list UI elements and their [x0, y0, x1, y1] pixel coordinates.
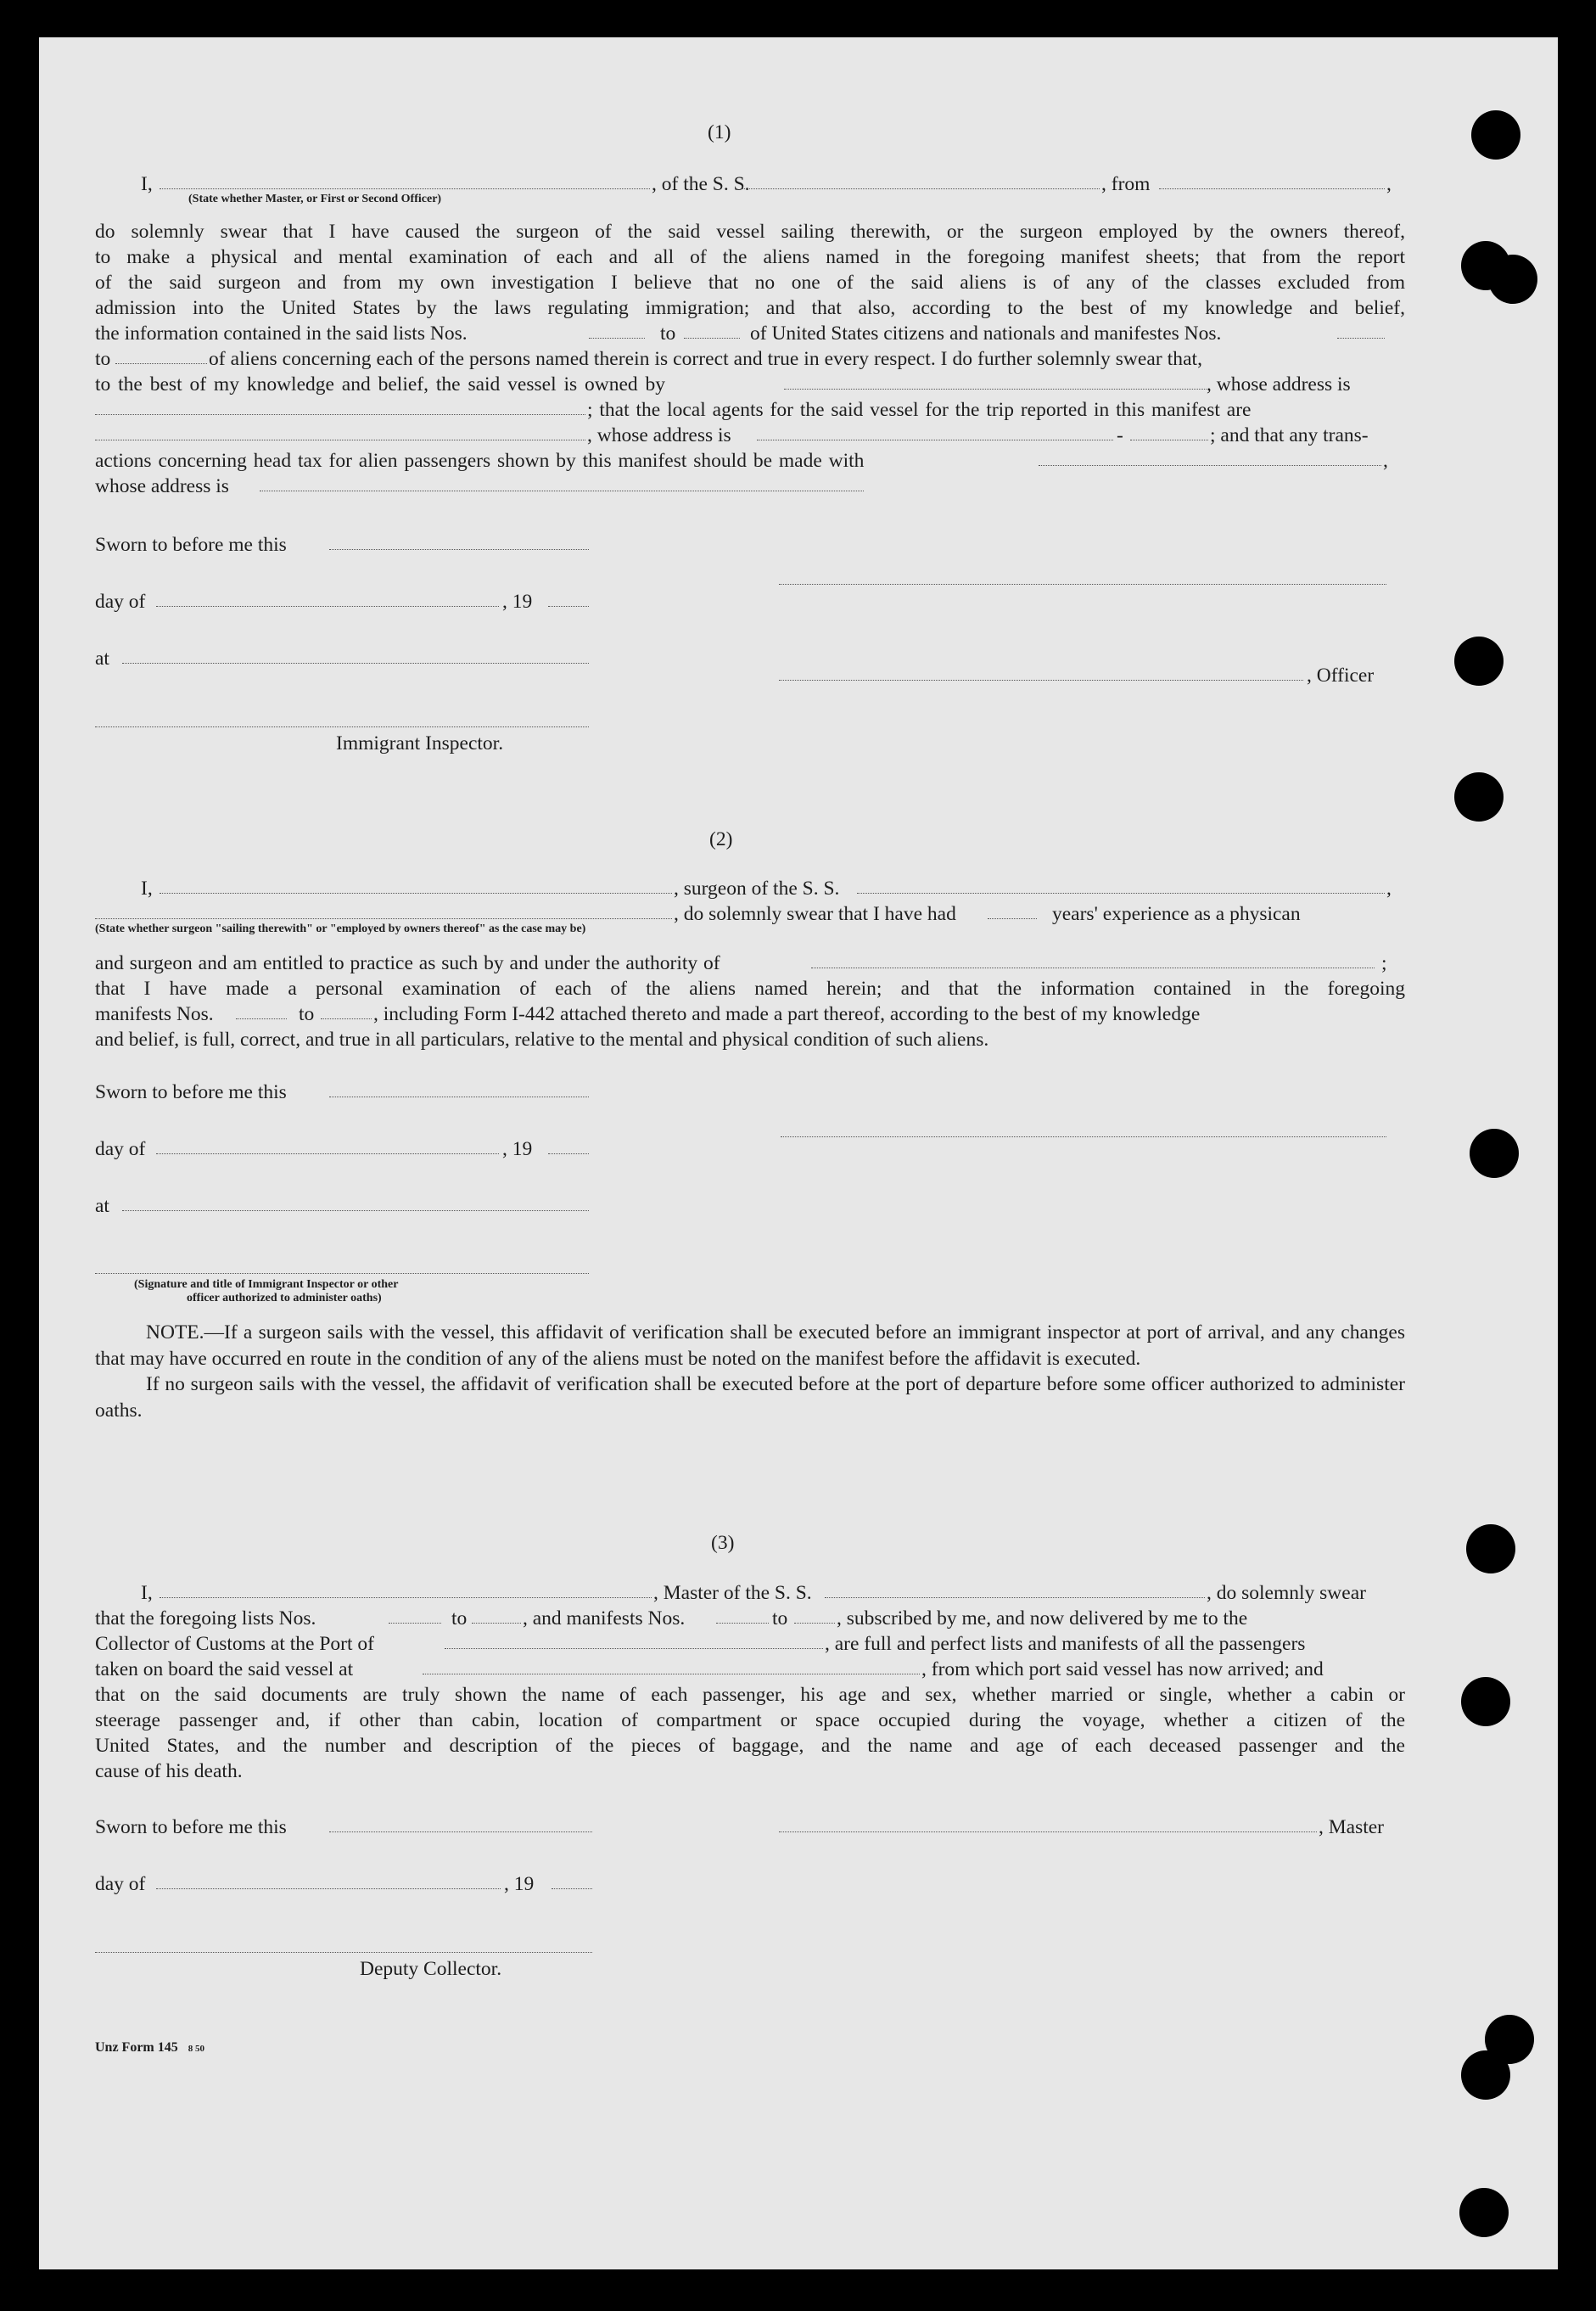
s1-from-port-field[interactable] [1159, 188, 1385, 189]
punch-hole-6 [1466, 1524, 1515, 1573]
s1-head-tax-contact-field[interactable] [1039, 465, 1381, 466]
s3-line3-a: Collector of Customs at the Port of [95, 1633, 374, 1655]
s2-line5-c: , including Form I-442 attached thereto and made a part thereof, according to the best of my knowledge [373, 1003, 1201, 1025]
section-3-number: (3) [711, 1532, 735, 1554]
form-id [95, 2040, 204, 2056]
s1-officer-caption: (State whether Master, or First or Second Officer) [188, 193, 442, 205]
s2-solemnly-b: years' experience as a physican [1052, 903, 1301, 925]
s3-year-label: , 19 [504, 1873, 535, 1895]
s2-note-2: If no surgeon sails with the vessel, the affidavit of verification shall be executed before at the port of departure before some officer authorized to administer oaths. [95, 1373, 1405, 1422]
s1-line10-a: actions concerning head tax for alien passengers shown by this manifest should be made with [95, 450, 865, 472]
s3-year-field[interactable] [552, 1888, 592, 1889]
s1-day-of-field[interactable] [156, 606, 499, 607]
s1-body-line-4: admission into the United States by the laws regulating immigration; and that also, according to the best of my knowledge and belief, [95, 297, 1405, 319]
s1-of-ss-label: , of the S. S. [652, 173, 750, 195]
s1-sworn-date-field[interactable] [329, 549, 589, 550]
s1-ship-name-field[interactable] [742, 188, 1100, 189]
punch-hole-9 [1459, 2188, 1509, 2237]
form-date: 8 50 [188, 2044, 205, 2054]
punch-hole-4 [1454, 772, 1504, 822]
form-id-label: Unz Form 145 [95, 2040, 178, 2055]
s1-officer-name-field[interactable] [160, 188, 650, 189]
s1-lists-from-field[interactable] [589, 338, 645, 339]
punch-hole-7 [1461, 1677, 1510, 1726]
s2-intro-i: I, [141, 878, 153, 900]
s3-body-line-3: United States, and the number and description of the pieces of baggage, and the name and age of each deceased passenger and the [95, 1735, 1405, 1757]
s1-line7-b: , whose address is [1207, 373, 1351, 395]
s2-surgeon-caption: (State whether surgeon "sailing therewith" or "employed by owners thereof" as the case may be) [95, 923, 586, 935]
s3-day-of-field[interactable] [156, 1888, 501, 1889]
s3-port-field[interactable] [445, 1648, 823, 1649]
s3-line2-e: , subscribed by me, and now delivered by me to the [837, 1607, 1248, 1629]
s3-manifests-to-field[interactable] [794, 1623, 835, 1624]
punch-hole-5 [1470, 1129, 1519, 1178]
s2-surgeon-type-field[interactable] [95, 918, 672, 919]
s2-signature-field[interactable] [781, 1136, 1386, 1137]
s3-manifests-from-field[interactable] [716, 1623, 769, 1624]
s1-line9-c: ; and that any trans- [1210, 424, 1369, 446]
s3-sworn-label: Sworn to before me this [95, 1816, 287, 1838]
s2-signature-caption-2: officer authorized to administer oaths) [187, 1292, 382, 1304]
s2-year-label: , 19 [502, 1138, 533, 1160]
s2-manifests-from-field[interactable] [236, 1018, 287, 1019]
s1-line5-a: the information contained in the said lists Nos. [95, 323, 468, 345]
s3-line2-b: to [451, 1607, 468, 1629]
punch-hole-3 [1454, 637, 1504, 686]
s3-intro-i: I, [141, 1582, 153, 1604]
s1-intro-i: I, [141, 173, 153, 195]
s3-master-name-field[interactable] [160, 1597, 652, 1598]
s1-line7-a: to the best of my knowledge and belief, the said vessel is owned by [95, 373, 666, 395]
s1-body-line-3: of the said surgeon and from my own investigation I believe that no one of the said aliens is of any of the classes excluded from [95, 272, 1405, 294]
punch-hole-1 [1471, 110, 1520, 160]
s1-officer-label: , Officer [1307, 665, 1375, 687]
s1-inspector-signature-field[interactable] [95, 726, 589, 727]
s2-signature-caption-1: (Signature and title of Immigrant Inspector or other [134, 1278, 399, 1291]
s1-line6-b: of aliens concerning each of the persons named therein is correct and true in every respect. I do further solemnly swear that, [209, 348, 1203, 370]
s3-ship-name-field[interactable] [825, 1597, 1205, 1598]
s1-at-label: at [95, 648, 109, 670]
s3-deputy-signature-field[interactable] [95, 1952, 592, 1953]
s1-signature-field[interactable] [779, 584, 1386, 585]
s1-day-of-label: day of [95, 591, 146, 613]
s3-deputy-label: Deputy Collector. [360, 1958, 502, 1980]
s1-body-line-2: to make a physical and mental examination of each and all of the aliens named in the foregoing manifest sheets; that from the report [95, 246, 1405, 268]
s2-line3-a: and surgeon and am entitled to practice as such by and under the authority of [95, 952, 720, 974]
s2-line4: that I have made a personal examination of each of the aliens named herein; and that the information contained in the foregoing [95, 978, 1405, 1000]
s1-officer-title-field[interactable] [779, 680, 1303, 681]
form-page [39, 37, 1558, 2269]
s1-inspector-label: Immigrant Inspector. [336, 732, 504, 754]
s3-line4-a: taken on board the said vessel at [95, 1658, 354, 1680]
s3-sworn-date-field[interactable] [329, 1831, 592, 1832]
s2-sworn-label: Sworn to before me this [95, 1081, 287, 1103]
s2-ship-name-field[interactable] [857, 893, 1385, 894]
s3-lists-from-field[interactable] [389, 1623, 441, 1624]
s1-line1-comma: , [1386, 173, 1392, 195]
s3-line2-a: that the foregoing lists Nos. [95, 1607, 316, 1629]
s3-solemnly: , do solemnly swear [1207, 1582, 1366, 1604]
s3-line3-b: , are full and perfect lists and manifests of all the passengers [825, 1633, 1306, 1655]
s3-last-line: cause of his death. [95, 1760, 243, 1782]
s2-day-of-label: day of [95, 1138, 146, 1160]
s1-sworn-label: Sworn to before me this [95, 534, 287, 556]
s2-inspector-signature-field[interactable] [95, 1273, 589, 1274]
s1-at-field[interactable] [122, 663, 589, 664]
s1-body-line-1: do solemnly swear that I have caused the surgeon of the said vessel sailing therewith, or the surgeon employed by the owners thereof, [95, 221, 1405, 243]
s2-note-1: NOTE.—If a surgeon sails with the vessel, this affidavit of verification shall be executed before an immigrant inspector at port of arrival, and any changes that may have occurred en route in the condition of any of the aliens must be noted on the manifest before the affidavit is executed. [95, 1321, 1405, 1370]
s1-line5-b: to [660, 323, 676, 345]
s1-year-field[interactable] [548, 606, 589, 607]
s2-at-label: at [95, 1195, 109, 1217]
s2-years-field[interactable] [988, 918, 1037, 919]
s1-from-label: , from [1101, 173, 1151, 195]
s1-lists-to-field[interactable] [684, 338, 740, 339]
s3-lists-to-field[interactable] [472, 1623, 521, 1624]
s1-line11-a: whose address is [95, 475, 229, 497]
s1-line9-b: - [1117, 424, 1123, 446]
s3-line4-b: , from which port said vessel has now arrived; and [921, 1658, 1324, 1680]
s1-manifests-from-field[interactable] [1337, 338, 1385, 339]
s3-body-line-1: that on the said documents are truly shown the name of each passenger, his age and sex, whether married or single, whether a cabin or [95, 1684, 1405, 1706]
s2-line6: and belief, is full, correct, and true in all particulars, relative to the mental and physical condition of such aliens. [95, 1029, 989, 1051]
s2-solemnly-a: , do solemnly swear that I have had [674, 903, 956, 925]
s2-at-field[interactable] [122, 1210, 589, 1211]
s3-line2-d: to [772, 1607, 788, 1629]
s2-line5-a: manifests Nos. [95, 1003, 214, 1025]
s2-note-block [95, 1320, 1405, 1423]
s1-line9-a: , whose address is [587, 424, 731, 446]
punch-hole-8b [1461, 2050, 1510, 2100]
s2-line1-comma: , [1386, 878, 1392, 900]
s1-line10-b: , [1383, 450, 1388, 472]
s2-manifests-to-field[interactable] [321, 1018, 372, 1019]
s1-line6-a: to [95, 348, 111, 370]
s2-year-field[interactable] [548, 1153, 589, 1154]
s3-master-label: , Master [1319, 1816, 1385, 1838]
s2-surgeon-of-ss: , surgeon of the S. S. [674, 878, 840, 900]
s3-master-of-ss: , Master of the S. S. [653, 1582, 812, 1604]
s1-line8-a: ; that the local agents for the said vessel for the trip reported in this manifest are [587, 399, 1252, 421]
punch-hole-2b [1488, 255, 1537, 304]
s1-line5-c: of United States citizens and nationals and manifestes Nos. [750, 323, 1222, 345]
s2-day-of-field[interactable] [156, 1153, 499, 1154]
s1-owner-address-field[interactable] [95, 414, 585, 415]
s3-body-line-2: steerage passenger and, if other than cabin, location of compartment or space occupied during the voyage, whether a citizen of the [95, 1709, 1405, 1731]
s1-year-label: , 19 [502, 591, 533, 613]
s3-line2-c: , and manifests Nos. [523, 1607, 686, 1629]
s3-day-of-label: day of [95, 1873, 146, 1895]
s2-line3-b: ; [1381, 952, 1387, 974]
s2-surgeon-name-field[interactable] [160, 893, 672, 894]
section-1-number: (1) [708, 121, 731, 143]
section-2-number: (2) [709, 828, 733, 850]
s2-line5-b: to [299, 1003, 315, 1025]
s1-manifests-to-field[interactable] [115, 363, 207, 364]
s3-master-signature-field[interactable] [779, 1831, 1317, 1832]
s1-owner-field[interactable] [784, 389, 1207, 390]
